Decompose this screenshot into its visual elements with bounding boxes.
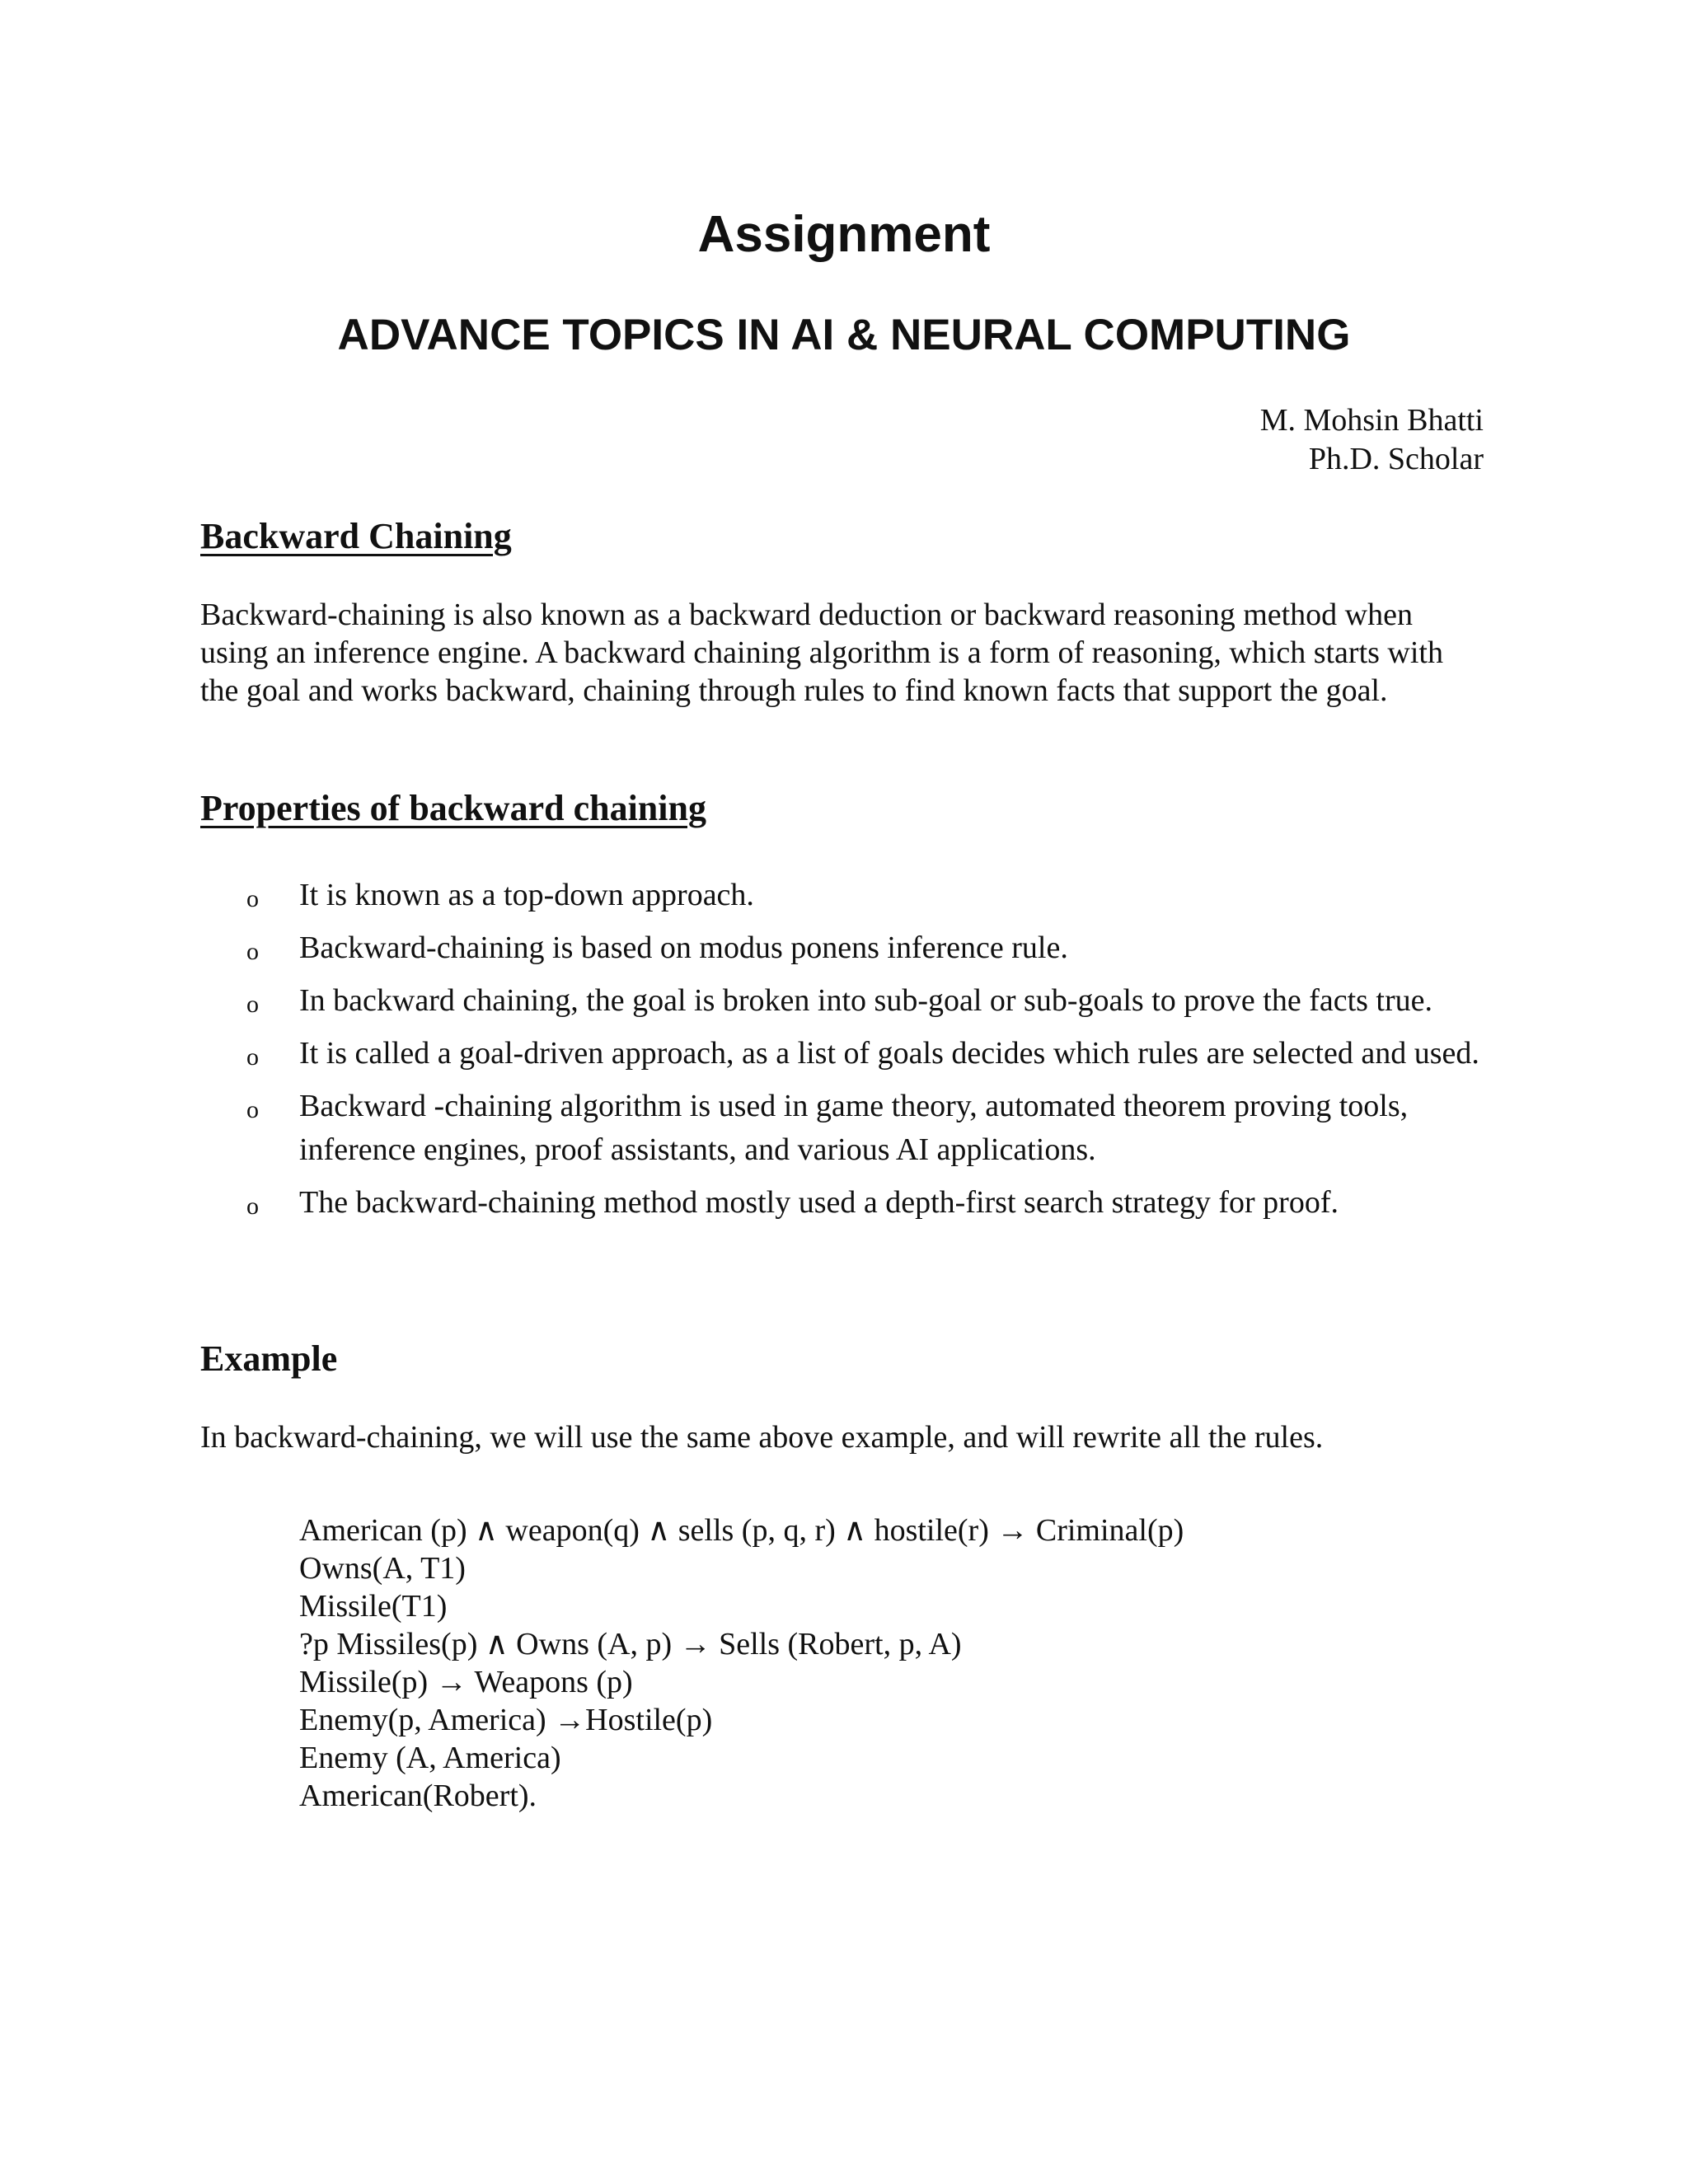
bullet-marker: o [246,1193,259,1220]
author-role: Ph.D. Scholar [1308,442,1484,476]
list-item [200,926,1494,970]
rule-line: Missile(p) → Weapons (p) [299,1665,633,1699]
list-item-text: In backward chaining, the goal is broken into sub-goal or sub-goals to prove the facts true. [299,983,1433,1018]
author-name: M. Mohsin Bhatti [1259,403,1484,438]
list-item-text: Backward-chaining is based on modus ponens inference rule. [299,930,1068,965]
properties-list [200,874,1494,1234]
section-heading-example: Example [200,1338,338,1379]
rule-line: American(Robert). [299,1779,537,1813]
bullet-marker: o [246,991,259,1018]
section-heading-backward-chaining: Backward Chaining [200,516,512,556]
list-item [200,1085,1494,1172]
list-item-text: Backward -chaining algorithm is used in game theory, automated theorem proving tools, inference engines, proof assistants, and various AI applications. [299,1089,1409,1167]
rule-line: Owns(A, T1) [299,1551,466,1586]
document-subtitle: ADVANCE TOPICS IN AI & NEURAL COMPUTING [337,311,1351,359]
example-intro: In backward-chaining, we will use the same above example, and will rewrite all the rules. [200,1420,1324,1455]
list-item [200,874,1494,917]
bullet-marker: o [246,938,259,965]
bullet-marker: o [246,1043,259,1071]
list-item-text: The backward-chaining method mostly used a depth-first search strategy for proof. [299,1185,1339,1220]
rule-line: American (p) ∧ weapon(q) ∧ sells (p, q, r) ∧ hostile(r) → Criminal(p) [299,1513,1184,1548]
list-item-text: It is known as a top-down approach. [299,878,754,912]
list-item [200,979,1494,1023]
list-item-text: It is called a goal-driven approach, as a list of goals decides which rules are selected and used. [299,1036,1479,1071]
section-heading-properties: Properties of backward chaining [200,788,706,828]
author-block [1260,401,1484,479]
rule-line: ?p Missiles(p) ∧ Owns (A, p) → Sells (Robert, p, A) [299,1627,962,1661]
rule-line: Missile(T1) [299,1589,448,1624]
backward-chaining-paragraph: Backward-chaining is also known as a backward deduction or backward reasoning method when using an inference engine. A backward chaining algorithm is a form of reasoning, which starts with the goal and works backward, chaining through rules to find known facts that support the goal. [200,598,1443,708]
bullet-marker: o [246,1096,259,1123]
bullet-marker: o [246,885,259,912]
list-item [200,1181,1494,1225]
rule-line: Enemy(p, America) →Hostile(p) [299,1703,713,1737]
list-item [200,1032,1494,1076]
document-title: Assignment [697,206,991,263]
rule-line: Enemy (A, America) [299,1741,561,1775]
rules-list [299,1511,1184,1815]
